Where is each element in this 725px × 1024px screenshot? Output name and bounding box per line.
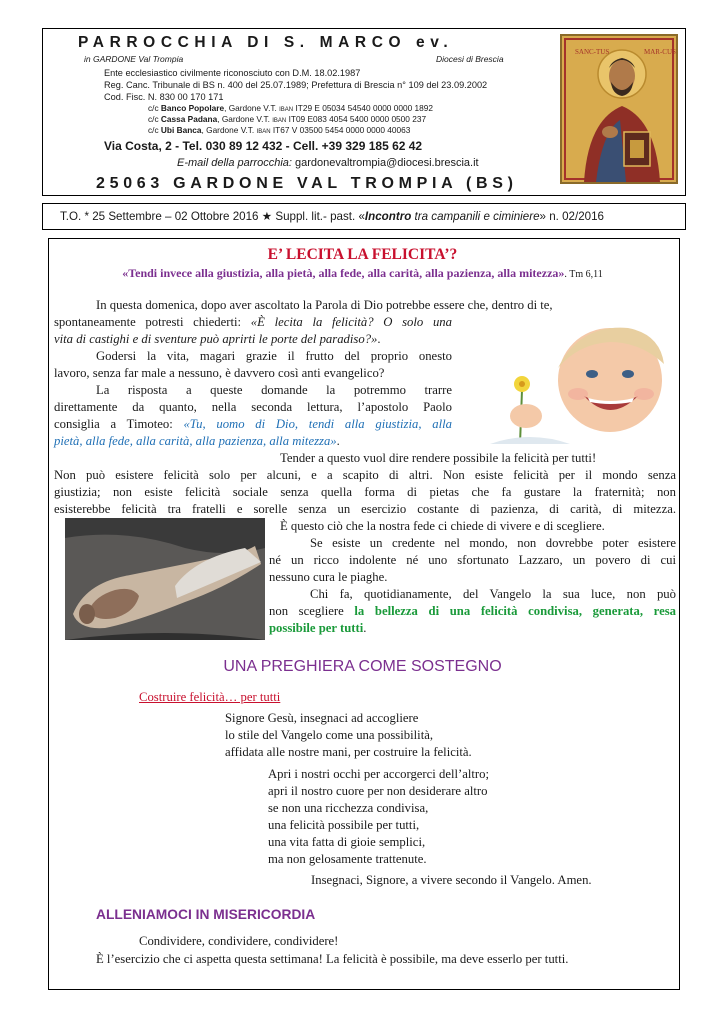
prayer-line: se non una ricchezza condivisa, [268, 801, 429, 815]
paragraph-4-line-4: esisterebbe felicità tra fratelli e sorelle senza un esercizio costante di pazienza, di carità, di mitezza. [54, 502, 676, 516]
article-title: E’ LECITA LA FELICITA’? [267, 246, 458, 263]
paragraph-6-line-2: né un ricco indolente né uno sfortunato Lazzaro, un povero di cui [269, 553, 676, 567]
paragraph-5: È questo ciò che la nostra fede ci chiede di vivere e di scegliere. [280, 519, 605, 533]
parish-title: PARROCCHIA DI S. MARCO ev. [78, 34, 454, 51]
bank-line-1: c/c Banco Popolare, Gardone V.T. IBAN IT29 E 05034 54540 0000 0000 1892 [148, 103, 433, 113]
paragraph-7-line-2: non scegliere la bellezza di una felicità condivisa, generata, resa [269, 604, 676, 618]
paragraph-4-line-3: giustizia; non esiste felicità sociale senza quella forma di pietas che fa gustare la fraternità; non [54, 485, 676, 499]
paragraph-1-line-3: vita di castighi e di sventure può aprirti le porte del paradiso?». [54, 332, 381, 346]
prayer-line: Apri i nostri occhi per accorgerci dell’altro; [268, 767, 490, 781]
section-title-misericordia: ALLENIAMOCI IN MISERICORDIA [96, 907, 316, 922]
paragraph-6-line-3: nessuno cura le piaghe. [269, 570, 388, 584]
prayer-line: lo stile del Vangelo come una possibilità, [225, 728, 434, 742]
prayer-line: apri il nostro cuore per non desiderare altro [268, 784, 488, 798]
prayer-line: Signore Gesù, insegnaci ad accogliere [225, 711, 419, 725]
scripture-verse: «Tendi invece alla giustizia, alla pietà, alla fede, alla carità, alla pazienza, alla mitezza». Tm 6,11 [122, 266, 603, 280]
paragraph-3-line-4: pietà, alla fede, alla carità, alla pazienza, alla mitezza». [54, 434, 340, 448]
paragraph-3-line-3: consiglia a Timoteo: «Tu, uomo di Dio, tendi alla giustizia, alla [54, 417, 452, 431]
paragraph-6-line-1: Se esiste un credente nel mondo, non dovrebbe poter esistere [310, 536, 676, 550]
prayer-line: affidata alle nostre mani, per costruire la felicità. [225, 745, 472, 759]
svg-text:SANC-TUS: SANC-TUS [575, 48, 610, 56]
legal-line-2: Reg. Canc. Tribunale di BS n. 400 del 25.07.1989; Prefettura di Brescia n° 109 del 23.09.2002 [104, 80, 488, 90]
misericordia-line-2: È l’esercizio che ci aspetta questa settimana! La felicità è possibile, ma deve esserlo per tutti. [96, 952, 569, 966]
paragraph-7-line-3: possibile per tutti. [269, 621, 367, 635]
prayer-line: una felicità possibile per tutti, [268, 818, 420, 832]
paragraph-7-line-1: Chi fa, quotidianamente, del Vangelo la sua luce, non può [310, 587, 676, 601]
baby-photo [460, 320, 678, 444]
paragraph-3-line-1: La risposta a queste domande la potremmo trarre [96, 383, 452, 397]
prayer-subtitle: Costruire felicità… per tutti [139, 690, 281, 704]
bank-line-2: c/c Cassa Padana, Gardone V.T. IBAN IT09 E083 4054 5400 0000 0500 237 [148, 114, 427, 124]
paragraph-4-line-2: Non può esistere felicità solo per alcuni, e a scapito di altri. Non esiste felicità per il mondo senza [54, 468, 676, 482]
diocese-label: Diocesi di Brescia [436, 54, 504, 64]
prayer-line: una vita fatta di gioie semplici, [268, 835, 426, 849]
feet-photo [65, 518, 265, 640]
paragraph-2-line-1: Godersi la vita, magari grazie il frutto del proprio onesto [96, 349, 452, 363]
address-phone: Via Costa, 2 - Tel. 030 89 12 432 - Cell. +39 329 185 62 42 [104, 139, 423, 153]
bank-line-3: c/c Ubi Banca, Gardone V.T. IBAN IT67 V 03500 5454 0000 0000 40063 [148, 125, 411, 135]
legal-line-3: Cod. Fisc. N. 830 00 170 171 [104, 92, 224, 102]
email-link[interactable]: gardonevaltrompia@diocesi.brescia.it [295, 157, 479, 169]
legal-line-1: Ente ecclesiastico civilmente riconosciuto con D.M. 18.02.1987 [104, 68, 361, 78]
issue-line: T.O. * 25 Settembre – 02 Ottobre 2016 ★ Suppl. lit.- past. «Incontro tra campanili e ciminiere» n. 02/2016 [60, 210, 604, 223]
paragraph-1-line-2: spontaneamente potresti chiederti: «È lecita la felicità? O solo una [54, 315, 452, 329]
paragraph-3-line-2: direttamente da quanto, nella seconda lettura, l’apostolo Paolo [54, 400, 452, 414]
prayer-line: ma non gelosamente trattenute. [268, 852, 427, 866]
parish-location: in GARDONE Val Trompia [84, 54, 184, 64]
paragraph-1-line-1: In questa domenica, dopo aver ascoltato la Parola di Dio potrebbe essere che, dentro di te, [96, 298, 553, 312]
paragraph-4-line-1: Tender a questo vuol dire rendere possibile la felicità per tutti! [280, 451, 597, 465]
prayer-closing: Insegnaci, Signore, a vivere secondo il Vangelo. Amen. [311, 873, 592, 887]
email-line: E-mail della parrocchia: gardonevaltrompia@diocesi.brescia.it [177, 157, 479, 169]
prayer-title: UNA PREGHIERA COME SOSTEGNO [223, 658, 502, 675]
misericordia-line-1: Condividere, condividere, condividere! [139, 934, 339, 948]
svg-text:MAR-CUS: MAR-CUS [644, 48, 676, 56]
paragraph-2-line-2: lavoro, senza far male a nessuno, è davvero così anti evangelico? [54, 366, 385, 380]
city-line: 25063 GARDONE VAL TROMPIA (BS) [96, 175, 518, 192]
st-mark-icon [560, 34, 678, 184]
